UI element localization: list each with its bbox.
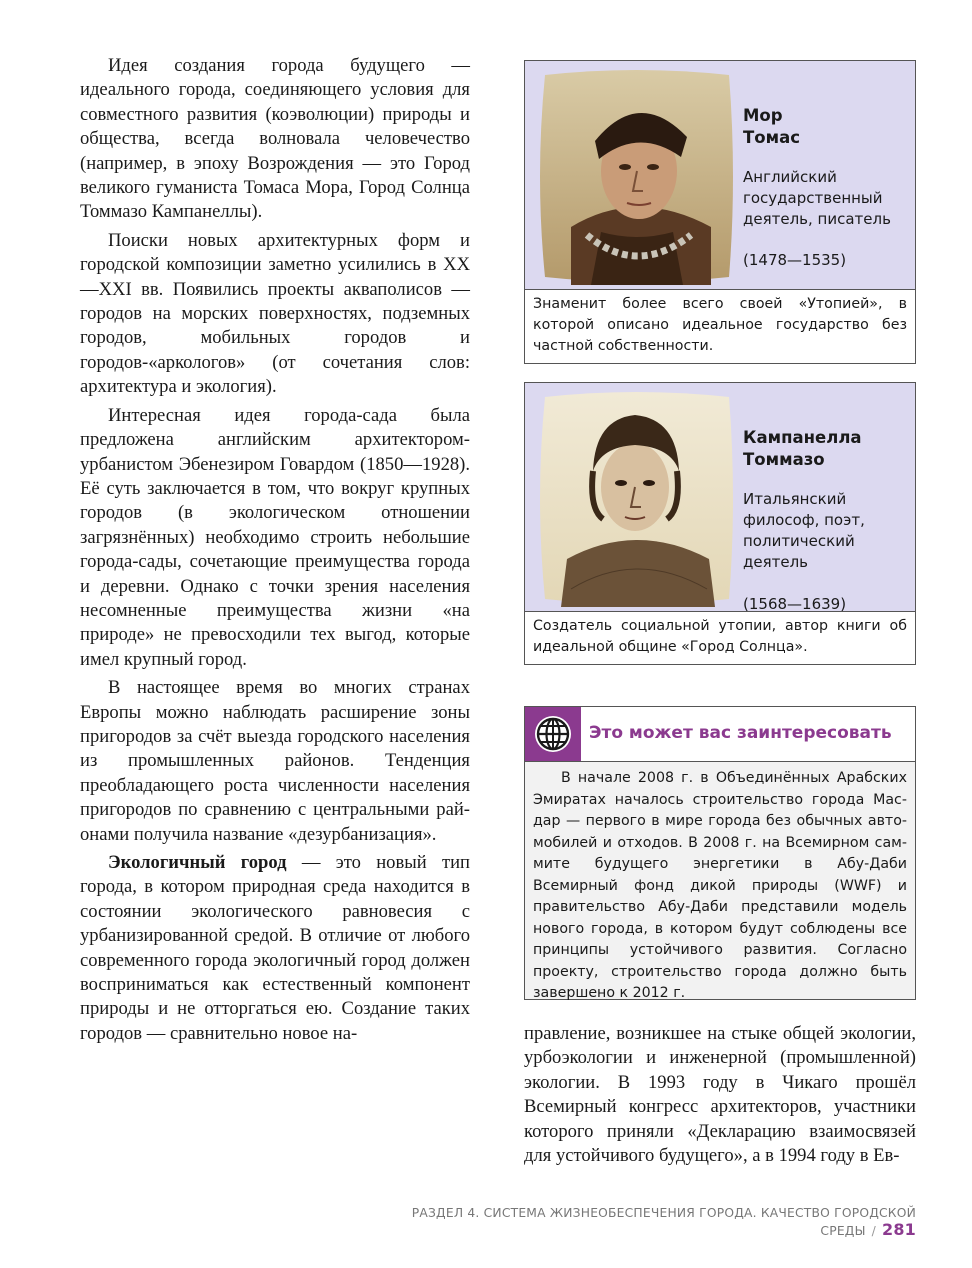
surname: Мор — [743, 106, 783, 125]
surname: Кампанелла — [743, 428, 862, 447]
globe-icon-container — [525, 707, 581, 761]
info-box-interest — [524, 706, 916, 1000]
card-caption-campanella: Создатель социальной утопии, автор книги об идеальной общине «Город Солнца». — [525, 612, 915, 664]
info-box-body — [525, 762, 915, 1005]
card-caption-more: Знаменит более всего своей «Утопией», в которой описано идеальное государство без частной собственности. — [525, 290, 915, 363]
campanella-portrait — [531, 389, 743, 607]
paragraph-architecture-forms: Поиски новых архитектурных форм и городской композиции заметно усилились в XX—XXI вв. Появились проекты акваполисов — городов на морских поверхностях, подземных городов, мобильных городов и городов-«аркологов» (от сочетания слов: архитектура и экология). — [80, 229, 470, 398]
info-box-title: Это может вас заинтересовать — [589, 723, 892, 743]
card-campanella — [524, 382, 916, 665]
paragraph-eco-city — [80, 851, 470, 1046]
given-name: Томмазо — [743, 450, 825, 469]
paragraph-ideal-city: Идея создания города будущего — идеального города, соединяющего условия для совместного развития (коэволюции) природы и общества, всегда волновала человечество (например, в эпоху Возрождения — это Город великого гуманиста Томаса Мора, Город Солнца Томмазо Кампанеллы). — [80, 55, 470, 223]
paragraph-suburbs: В настоящее время во многих странах Европы можно наблюдать расширение зоны пригородов за счёт выезда городского населения из промышленных районов. Тенденция преобладающего роста численности населения пригородов по сравнению с центральными районами получила название «дезурбанизация». — [80, 677, 470, 845]
given-name: Томас — [743, 128, 800, 147]
person-name-campanella — [743, 427, 862, 471]
page-number: 281 — [882, 1220, 916, 1239]
paragraph-continuation: правление, возникшее на стыке общей экологии, урбоэкологии и инженерной (промышленной) экологии. В 1993 году в Чикаго прошёл Всемирный конгресс архитекторов, участники которого приняли «Декларацию взаимосвязей для устойчивого будущего», а в 1994 году в Ев- — [524, 1023, 916, 1167]
footer-separator: / — [871, 1224, 876, 1238]
continued-text-column — [524, 1022, 916, 1168]
globe-icon — [525, 707, 581, 761]
paragraph-garden-city: Интересная идея города-сада была предложена английским архитектором-урбанистом Эбенезиром Говардом (1850—1928). Её суть заключается в том, что вокруг крупных городов (в экологическом отношении загрязнённых) необходимо строить небольшие города-сады, сочетающие преимущества города и деревни. Однако с точки зрения населения несомненные преимущества жизни «на природе» не превосходили тех выгод, которые имел крупный город. — [80, 404, 470, 670]
eco-city-definition: — это новый тип города, в котором природная среда находится в состоянии экологического равновесия с урбанизированной средой. В отличие от любого современного города экологичный город должен восприниматься как естественный компонент природы и не отторгаться ею. Создание таких городов — сравнительно новое на- — [80, 852, 471, 1044]
info-box-text: В начале 2008 г. в Объединённых Арабских Эмиратах началось строительство города Масдар — первого в мире города без обычных автомобилей и отходов. В 2008 г. на Всемирном саммите будущего энергетики в Абу-Даби Всемирный фонд дикой природы (WWF) и правительство Абу-Даби представили модель нового города, в котором будут соблюдены все принципы устойчивого развития. Согласно проекту, строительство города должно быть завершено к 2012 г. — [533, 770, 907, 1001]
term-eco-city: Экологичный город — [108, 852, 287, 873]
person-name-more — [743, 105, 800, 149]
person-role-more: Английский государственный деятель, писатель — [743, 168, 891, 228]
main-text-column — [80, 54, 470, 1050]
section-title: РАЗДЕЛ 4. СИСТЕМА ЖИЗНЕОБЕСПЕЧЕНИЯ ГОРОДА. КАЧЕСТВО ГОРОДСКОЙ СРЕДЫ — [411, 1206, 916, 1238]
thomas-more-portrait — [531, 67, 743, 285]
card-thomas-more — [524, 60, 916, 364]
person-role-campanella: Итальянский философ, поэт, политический деятель — [743, 490, 865, 571]
person-years-more: (1478—1535) — [743, 251, 847, 269]
person-years-campanella: (1568—1639) — [743, 595, 847, 613]
page-footer — [330, 1206, 916, 1239]
